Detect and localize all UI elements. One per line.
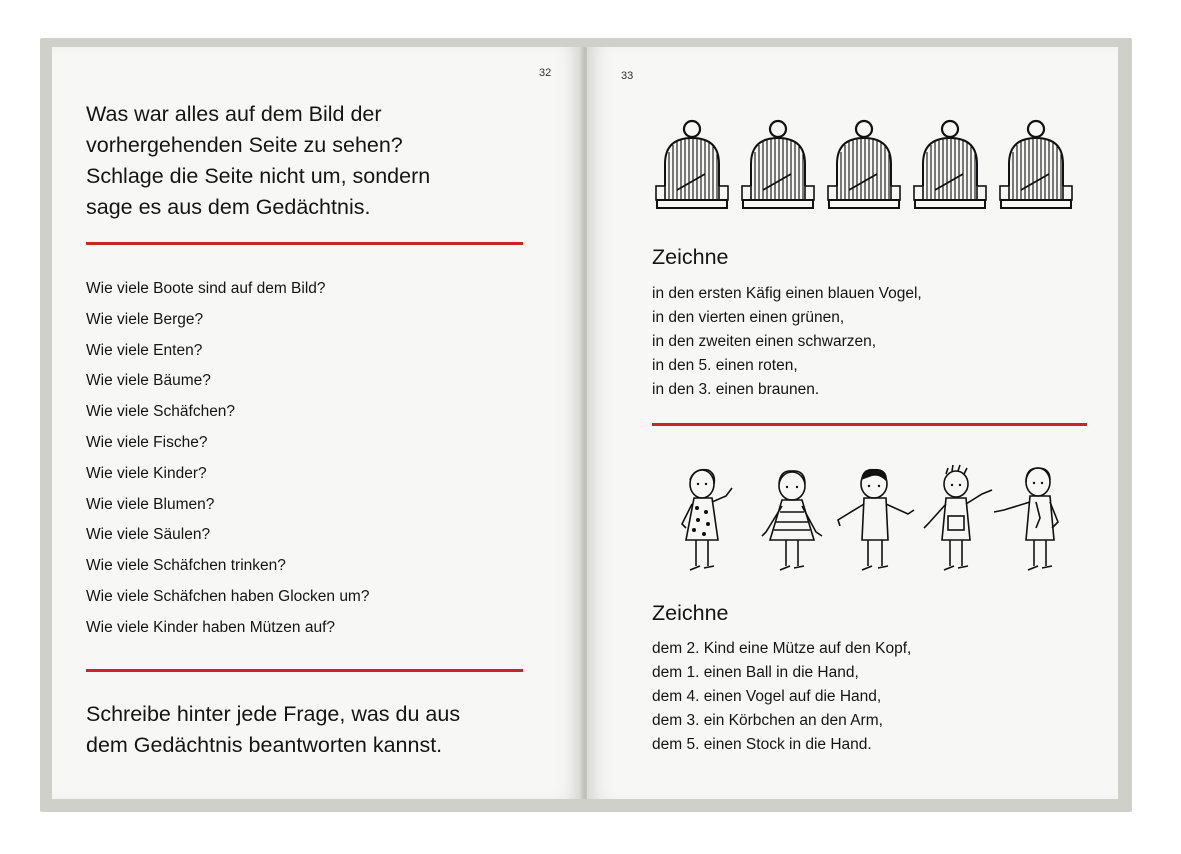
left-footer-instruction (86, 699, 460, 761)
birdcage-illustration (655, 118, 729, 216)
red-divider (652, 423, 1087, 426)
instruction-line: in den 5. einen roten, (652, 357, 798, 374)
child-illustration (668, 462, 750, 578)
cage-instructions (652, 283, 922, 403)
section-title-children: Zeichne (652, 601, 729, 625)
red-divider (86, 669, 523, 672)
question-list (86, 278, 369, 648)
heading-line: Was war alles auf dem Bild der (86, 102, 382, 126)
heading-line: vorhergehenden Seite zu sehen? (86, 133, 403, 157)
child-illustration (836, 462, 918, 578)
question-item: Wie viele Blumen? (86, 495, 215, 513)
instruction-line: dem 5. einen Stock in die Hand. (652, 736, 872, 753)
instruction-line: in den vierten einen grünen, (652, 309, 845, 326)
question-item: Wie viele Fische? (86, 433, 208, 451)
birdcage-illustration (827, 118, 901, 216)
page-number-right: 33 (621, 70, 634, 82)
birdcage-illustration (999, 118, 1073, 216)
question-item: Wie viele Schäfchen? (86, 403, 236, 421)
instruction-line: in den zweiten einen schwarzen, (652, 333, 877, 350)
question-item: Wie viele Kinder haben Mützen auf? (86, 618, 336, 636)
heading-line: Schlage die Seite nicht um, sondern (86, 164, 431, 188)
child-illustration (752, 462, 834, 578)
children-instructions (652, 638, 911, 758)
question-item: Wie viele Säulen? (86, 526, 211, 544)
left-heading (86, 99, 430, 223)
instruction-line: dem 4. einen Vogel auf die Hand, (652, 688, 882, 705)
instruction-line: in den ersten Käfig einen blauen Vogel, (652, 285, 922, 302)
question-item: Wie viele Bäume? (86, 372, 211, 390)
question-item: Wie viele Kinder? (86, 464, 207, 482)
footer-line: dem Gedächtnis beantworten kannst. (86, 733, 443, 757)
red-divider (86, 242, 523, 245)
birdcage-illustration (741, 118, 815, 216)
instruction-line: dem 2. Kind eine Mütze auf den Kopf, (652, 640, 912, 657)
instruction-line: dem 3. ein Körbchen an den Arm, (652, 712, 883, 729)
page-number-left: 32 (539, 67, 552, 79)
question-item: Wie viele Boote sind auf dem Bild? (86, 280, 326, 297)
instruction-line: in den 3. einen braunen. (652, 381, 820, 398)
section-title-cages: Zeichne (652, 245, 729, 269)
question-item: Wie viele Berge? (86, 310, 204, 328)
heading-line: sage es aus dem Gedächtnis. (86, 195, 371, 219)
child-illustration (990, 462, 1072, 578)
footer-line: Schreibe hinter jede Frage, was du aus (86, 702, 461, 726)
question-item: Wie viele Schäfchen trinken? (86, 557, 286, 575)
question-item: Wie viele Enten? (86, 341, 203, 359)
question-item: Wie viele Schäfchen haben Glocken um? (86, 587, 370, 605)
birdcage-illustration (913, 118, 987, 216)
instruction-line: dem 1. einen Ball in die Hand, (652, 664, 859, 681)
